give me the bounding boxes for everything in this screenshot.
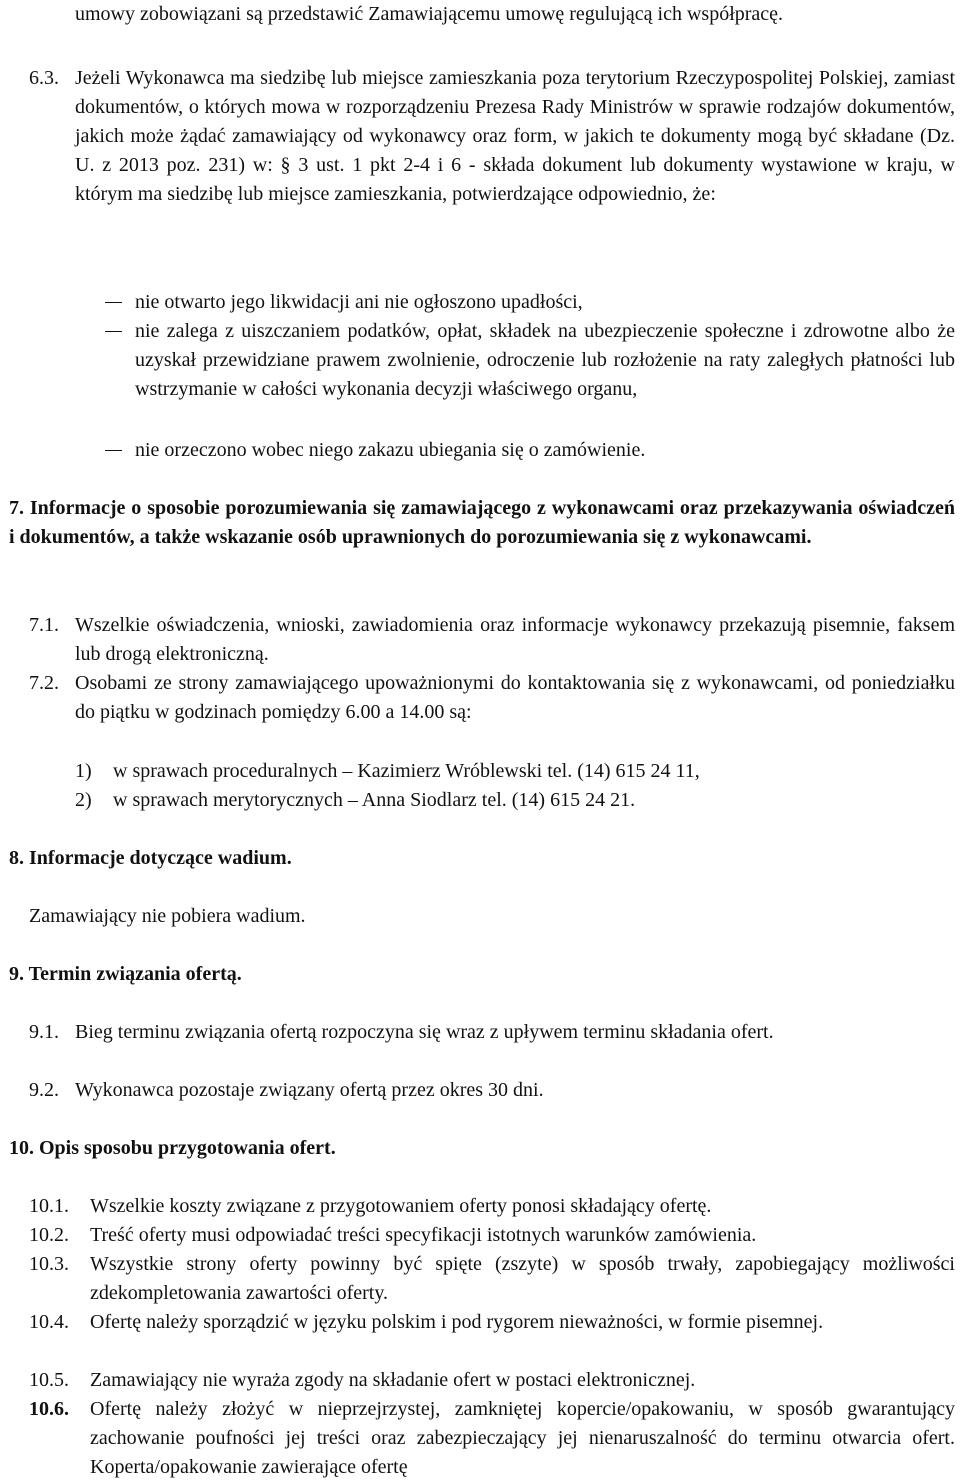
contact-merytoryczny: w sprawach merytorycznych – Anna Siodlarz tel. (14) 615 24 21.	[113, 789, 636, 811]
item-number: 10.3.	[29, 1253, 69, 1275]
paragraph-10-6: Ofertę należy złożyć w nieprzejrzystej, zamkniętej kopercie/opakowaniu, w sposób gwarantujący zachowanie poufności jej treści oraz zabezpieczający jej nienaruszalność do terminu otwarcia ofert. Koperta/opakowanie zawierające ofertę	[90, 1398, 955, 1478]
paragraph-6-3: Jeżeli Wykonawca ma siedzibę lub miejsce zamieszkania poza terytorium Rzeczypospolitej Polskiej, zamiast dokumentów, o których mowa w rozporządzeniu Prezesa Rady Ministrów w sprawie rodzajów dokumentów, jakich może żądać zamawiający od wykonawcy oraz form, w jakich te dokumenty mogą być składane (Dz. U. z 2013 poz. 231) w: § 3 ust. 1 pkt 2-4 i 6 - składa dokument lub dokumenty wystawione w kraju, w którym ma siedzibę lub miejsce zamieszkania, potwierdzające odpowiednio, że:	[75, 67, 955, 205]
paragraph-9-1: Bieg terminu związania ofertą rozpoczyna się wraz z upływem terminu składania ofert.	[75, 1021, 774, 1043]
contact-number: 2)	[75, 789, 92, 811]
contact-proceduralny: w sprawach proceduralnych – Kazimierz Wróblewski tel. (14) 615 24 11,	[113, 760, 700, 782]
bullet-text: nie otwarto jego likwidacji ani nie ogłoszono upadłości,	[135, 291, 583, 313]
item-number: 10.4.	[29, 1311, 69, 1333]
item-number: 10.6.	[29, 1398, 69, 1420]
section-8-heading: 8. Informacje dotyczące wadium.	[9, 847, 292, 869]
bullet-text: nie orzeczono wobec niego zakazu ubiegania się o zamówienie.	[135, 439, 646, 461]
section-9-heading: 9. Termin związania ofertą.	[9, 963, 242, 985]
dash-bullet-icon	[105, 331, 122, 332]
contact-number: 1)	[75, 760, 92, 782]
item-number: 9.1.	[29, 1021, 59, 1043]
dash-bullet-icon	[105, 302, 122, 303]
paragraph-7-1: Wszelkie oświadczenia, wnioski, zawiadomienia oraz informacje wykonawcy przekazują pisemnie, faksem lub drogą elektroniczną.	[75, 614, 955, 665]
item-number: 7.1.	[29, 614, 59, 636]
section-10-heading: 10. Opis sposobu przygotowania ofert.	[9, 1137, 336, 1159]
bullet-text: nie zalega z uiszczaniem podatków, opłat, składek na ubezpieczenie społeczne i zdrowotne albo że uzyskał przewidziane prawem zwolnienie, odroczenie lub rozłożenie na raty zaległych płatności lub wstrzymanie w całości wykonania decyzji właściwego organu,	[135, 320, 955, 400]
dash-bullet-icon	[105, 450, 122, 451]
paragraph-10-1: Wszelkie koszty związane z przygotowaniem oferty ponosi składający ofertę.	[90, 1195, 712, 1217]
paragraph-8: Zamawiający nie pobiera wadium.	[29, 905, 306, 927]
paragraph-10-2: Treść oferty musi odpowiadać treści specyfikacji istotnych warunków zamówienia.	[90, 1224, 757, 1246]
continuation-paragraph: umowy zobowiązani są przedstawić Zamawiającemu umowę regulującą ich współpracę.	[75, 3, 784, 25]
item-number: 10.1.	[29, 1195, 69, 1217]
section-7-heading: 7. Informacje o sposobie porozumiewania się zamawiającego z wykonawcami oraz przekazywania oświadczeń i dokumentów, a także wskazanie osób uprawnionych do porozumiewania się z wykonawcami.	[9, 497, 955, 548]
item-number: 6.3.	[29, 67, 59, 89]
item-number: 10.2.	[29, 1224, 69, 1246]
paragraph-7-2: Osobami ze strony zamawiającego upoważnionymi do kontaktowania się z wykonawcami, od poniedziałku do piątku w godzinach pomiędzy 6.00 a 14.00 są:	[75, 672, 955, 723]
item-number: 7.2.	[29, 672, 59, 694]
paragraph-9-2: Wykonawca pozostaje związany ofertą przez okres 30 dni.	[75, 1079, 544, 1101]
paragraph-10-5: Zamawiający nie wyraża zgody na składanie ofert w postaci elektronicznej.	[90, 1369, 696, 1391]
item-number: 9.2.	[29, 1079, 59, 1101]
paragraph-10-4: Ofertę należy sporządzić w języku polskim i pod rygorem nieważności, w formie pisemnej.	[90, 1311, 824, 1333]
paragraph-10-3: Wszystkie strony oferty powinny być spięte (zszyte) w sposób trwały, zapobiegający możliwości zdekompletowania zawartości oferty.	[90, 1253, 955, 1304]
item-number: 10.5.	[29, 1369, 69, 1391]
